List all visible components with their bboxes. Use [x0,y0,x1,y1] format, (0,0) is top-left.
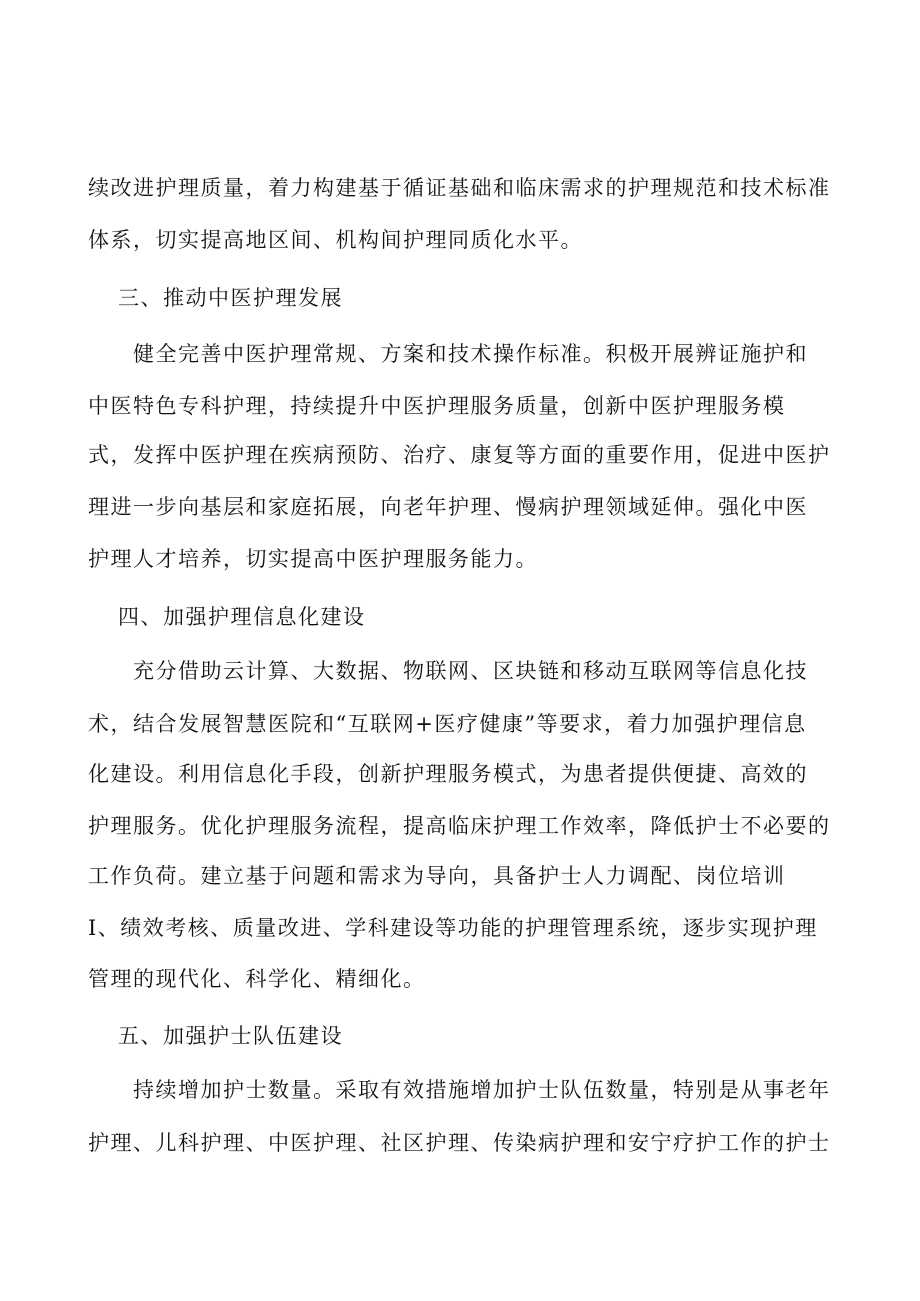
paragraph-line: 体系，切实提高地区间、机构间护理同质化水平。 [88,228,583,252]
paragraph-line: 式，发挥中医护理在疾病预防、治疗、康复等方面的重要作用，促进中医护 [88,443,831,467]
section-heading-4: 四、加强护理信息化建设 [118,605,366,629]
paragraph-line: 管理的现代化、科学化、精细化。 [88,967,426,991]
paragraph-line: 健全完善中医护理常规、方案和技术操作标准。积极开展辨证施护和 [133,342,808,366]
paragraph-line: 化建设。利用信息化手段，创新护理服务模式，为患者提供便捷、高效的 [88,762,808,786]
paragraph-line: 续改进护理质量，着力构建基于循证基础和临床需求的护理规范和技术标准 [88,176,831,200]
paragraph-line: 持续增加护士数量。采取有效措施增加护士队伍数量，特别是从事老年 [133,1078,831,1102]
section-heading-3: 三、推动中医护理发展 [118,286,343,310]
paragraph-line: 护理、儿科护理、中医护理、社区护理、传染病护理和安宁疗护工作的护士 [88,1131,831,1155]
paragraph-line: 中医特色专科护理，持续提升中医护理服务质量，创新中医护理服务模 [88,394,786,418]
paragraph-line: 护理人才培养，切实提高中医护理服务能力。 [88,547,538,571]
section-heading-5: 五、加强护士队伍建设 [118,1024,343,1048]
paragraph-line: 充分借助云计算、大数据、物联网、区块链和移动互联网等信息化技 [133,659,808,683]
paragraph-line: 理进一步向基层和家庭拓展，向老年护理、慢病护理领域延伸。强化中医 [88,495,808,519]
paragraph-line: 工作负荷。建立基于问题和需求为导向，具备护士人力调配、岗位培训 [88,864,786,888]
paragraph-line: 护理服务。优化护理服务流程，提高临床护理工作效率，降低护士不必要的 [88,814,831,838]
paragraph-line: I、绩效考核、质量改进、学科建设等功能的护理管理系统，逐步实现护理 [88,916,818,940]
paragraph-line: 术，结合发展智慧医院和“互联网+医疗健康”等要求，着力加强护理信息 [88,712,807,736]
